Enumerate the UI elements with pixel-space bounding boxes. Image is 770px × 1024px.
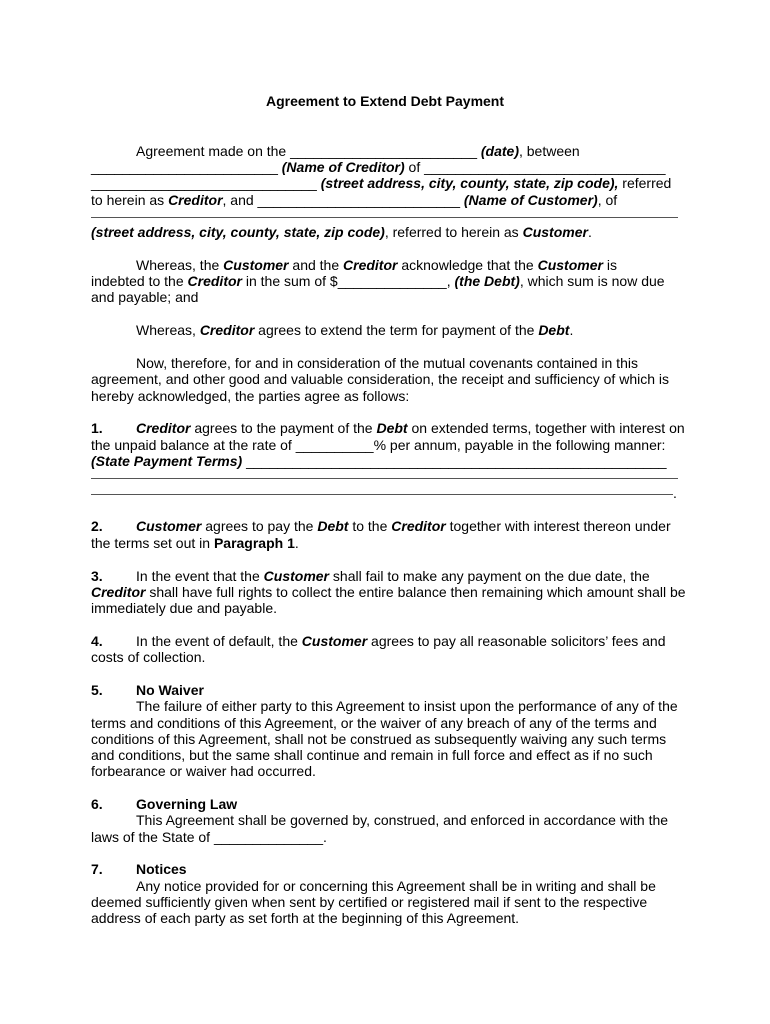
emphasis-text: (Name of Customer) bbox=[463, 192, 598, 208]
document-line bbox=[91, 535, 678, 551]
emphasis-text: Paragraph 1 bbox=[213, 535, 295, 551]
text: % per annum, payable in the following manner: bbox=[373, 437, 666, 453]
section-number: 5. bbox=[91, 682, 103, 698]
emphasis-text: Debt bbox=[376, 420, 408, 436]
text: immediately due and payable. bbox=[91, 600, 278, 616]
blank-field[interactable]: ______________ bbox=[337, 273, 447, 289]
document-line bbox=[91, 469, 678, 485]
text: conditions of this Agreement, shall not be construed as subsequently waiving any such terms bbox=[91, 731, 667, 747]
text: . bbox=[294, 535, 299, 551]
emphasis-text: Customer bbox=[522, 224, 588, 240]
document-line bbox=[91, 698, 678, 714]
document-title: Agreement to Extend Debt Payment bbox=[265, 93, 505, 109]
document-line bbox=[91, 175, 678, 191]
document-line bbox=[91, 633, 678, 649]
blank-field[interactable]: ________________________ bbox=[91, 159, 278, 175]
document-line bbox=[91, 731, 678, 747]
section-number: 7. bbox=[91, 861, 103, 877]
document-line bbox=[91, 894, 678, 910]
document-line bbox=[91, 420, 685, 436]
blank-field[interactable]: __________ bbox=[295, 437, 374, 453]
document-line bbox=[91, 910, 678, 926]
document-line bbox=[91, 518, 678, 534]
text: the terms set out in bbox=[91, 535, 214, 551]
text: Whereas, bbox=[136, 322, 200, 338]
document-line bbox=[91, 485, 678, 501]
document-line bbox=[91, 224, 678, 240]
text: In the event that the bbox=[136, 568, 264, 584]
emphasis-text: Creditor bbox=[391, 518, 446, 534]
text: forbearance or waiver had occurred. bbox=[91, 763, 316, 779]
document-line bbox=[91, 388, 678, 404]
text: the unpaid balance at the rate of bbox=[91, 437, 296, 453]
emphasis-text: (Name of Creditor) bbox=[277, 159, 405, 175]
blank-field[interactable]: ______________________________________________________ bbox=[246, 453, 667, 469]
emphasis-text: Customer bbox=[537, 257, 603, 273]
emphasis-text: Creditor bbox=[91, 584, 146, 600]
emphasis-text: Customer bbox=[301, 633, 368, 649]
document-line bbox=[91, 453, 678, 469]
emphasis-text: (State Payment Terms) bbox=[91, 453, 243, 469]
text: . bbox=[587, 224, 592, 240]
text: Any notice provided for or concerning this Agreement shall be in writing and shall be bbox=[136, 878, 656, 894]
emphasis-text: Creditor bbox=[199, 322, 255, 338]
document-line bbox=[91, 257, 678, 273]
blank-field[interactable]: _____________________________ bbox=[91, 175, 317, 191]
emphasis-text: (the Debt) bbox=[454, 273, 520, 289]
document-line bbox=[91, 322, 678, 338]
text: on extended terms, together with interest on bbox=[407, 420, 685, 436]
emphasis-text: Creditor bbox=[343, 257, 398, 273]
document-line bbox=[91, 763, 678, 779]
text: . bbox=[569, 322, 574, 338]
document-line bbox=[91, 747, 678, 763]
text: and payable; and bbox=[91, 289, 199, 305]
text: . bbox=[322, 829, 327, 845]
text: Whereas, the bbox=[136, 257, 224, 273]
blank-field[interactable]: _______________________________ bbox=[424, 159, 666, 175]
emphasis-text: Debt bbox=[538, 322, 570, 338]
document-line bbox=[91, 600, 678, 616]
blank-field[interactable]: ________________________ bbox=[290, 143, 477, 159]
emphasis-text: Notices bbox=[136, 861, 187, 877]
text: In the event of default, the bbox=[136, 633, 302, 649]
text: agrees to the payment of the bbox=[190, 420, 377, 436]
text: shall have full rights to collect the entire balance then remaining which amount shall be bbox=[145, 584, 686, 600]
text: agrees to pay all reasonable solicitors’ fees and bbox=[367, 633, 666, 649]
document-line bbox=[91, 812, 678, 828]
section-number: 3. bbox=[91, 568, 103, 584]
text: together with interest thereon under bbox=[445, 518, 671, 534]
text: to the bbox=[348, 518, 392, 534]
emphasis-text: Creditor bbox=[168, 192, 223, 208]
document-line bbox=[91, 143, 678, 159]
blank-field[interactable]: ______________ bbox=[213, 829, 323, 845]
text: . bbox=[673, 485, 677, 501]
text: is bbox=[602, 257, 617, 273]
text: Now, therefore, for and in consideration of the mutual covenants contained in this bbox=[136, 355, 638, 371]
emphasis-text: Customer bbox=[223, 257, 289, 273]
document-line bbox=[91, 878, 678, 894]
document-line bbox=[91, 371, 678, 387]
text: hereby acknowledged, the parties agree as follows: bbox=[91, 388, 410, 404]
blank-fill-line[interactable] bbox=[91, 485, 673, 495]
section-number: 4. bbox=[91, 633, 103, 649]
emphasis-text: Governing Law bbox=[136, 796, 238, 812]
text: agreement, and other good and valuable consideration, the receipt and sufficiency of which is bbox=[91, 371, 669, 387]
text: and the bbox=[288, 257, 344, 273]
emphasis-text: Customer bbox=[263, 568, 330, 584]
document-line bbox=[91, 829, 678, 845]
document-line bbox=[91, 273, 678, 289]
text: deemed sufficiently given when sent by certified or registered mail if sent to the respective bbox=[91, 894, 648, 910]
text: The failure of either party to this Agreement to insist upon the performance of any of the bbox=[136, 698, 678, 714]
document-line bbox=[91, 861, 678, 877]
emphasis-text: (date) bbox=[476, 143, 519, 159]
text: indebted to the bbox=[91, 273, 188, 289]
text: of bbox=[404, 159, 425, 175]
document-line bbox=[91, 682, 678, 698]
emphasis-text: Creditor bbox=[187, 273, 242, 289]
blank-fill-line[interactable] bbox=[91, 208, 678, 218]
document-line bbox=[91, 192, 678, 208]
emphasis-text: (street address, city, county, state, zip code), bbox=[316, 175, 619, 191]
text: address of each party as set forth at the beginning of this Agreement. bbox=[91, 910, 520, 926]
text: agrees to pay the bbox=[201, 518, 318, 534]
text: and conditions, but the same shall continue and remain in full force and effect as if no such bbox=[91, 747, 653, 763]
text: laws of the State of bbox=[91, 829, 214, 845]
emphasis-text: (street address, city, county, state, zip code) bbox=[91, 224, 385, 240]
text: , which sum is now due bbox=[519, 273, 665, 289]
text: referred bbox=[618, 175, 672, 191]
text: This Agreement shall be governed by, construed, and enforced in accordance with the bbox=[136, 812, 669, 828]
text: , bbox=[446, 273, 455, 289]
text: , between bbox=[518, 143, 580, 159]
emphasis-text: Customer bbox=[136, 518, 202, 534]
text: shall fail to make any payment on the due date, the bbox=[329, 568, 650, 584]
blank-field[interactable]: __________________________ bbox=[257, 192, 460, 208]
text: terms and conditions of this Agreement, or the waiver of any breach of any of the terms and bbox=[91, 715, 657, 731]
text: Agreement made on the bbox=[136, 143, 291, 159]
emphasis-text: Creditor bbox=[136, 420, 191, 436]
document-line bbox=[91, 208, 678, 224]
section-number: 1. bbox=[91, 420, 103, 436]
section-number: 6. bbox=[91, 796, 103, 812]
document-line bbox=[91, 159, 678, 175]
emphasis-text: Debt bbox=[317, 518, 349, 534]
text: to herein as bbox=[91, 192, 169, 208]
document-line bbox=[91, 715, 678, 731]
text: , of bbox=[597, 192, 618, 208]
document-line bbox=[91, 796, 678, 812]
text: in the sum of $ bbox=[241, 273, 338, 289]
text: agrees to extend the term for payment of the bbox=[254, 322, 539, 338]
document-line bbox=[91, 568, 678, 584]
section-number: 2. bbox=[91, 518, 103, 534]
document-line bbox=[91, 649, 678, 665]
document-line bbox=[91, 584, 686, 600]
emphasis-text: No Waiver bbox=[136, 682, 204, 698]
document-line bbox=[91, 289, 678, 305]
document-line bbox=[91, 437, 678, 453]
text: acknowledge that the bbox=[397, 257, 538, 273]
text: costs of collection. bbox=[91, 649, 206, 665]
text: , referred to herein as bbox=[384, 224, 523, 240]
blank-fill-line[interactable] bbox=[91, 469, 678, 479]
text: , and bbox=[222, 192, 258, 208]
document-line bbox=[91, 355, 678, 371]
